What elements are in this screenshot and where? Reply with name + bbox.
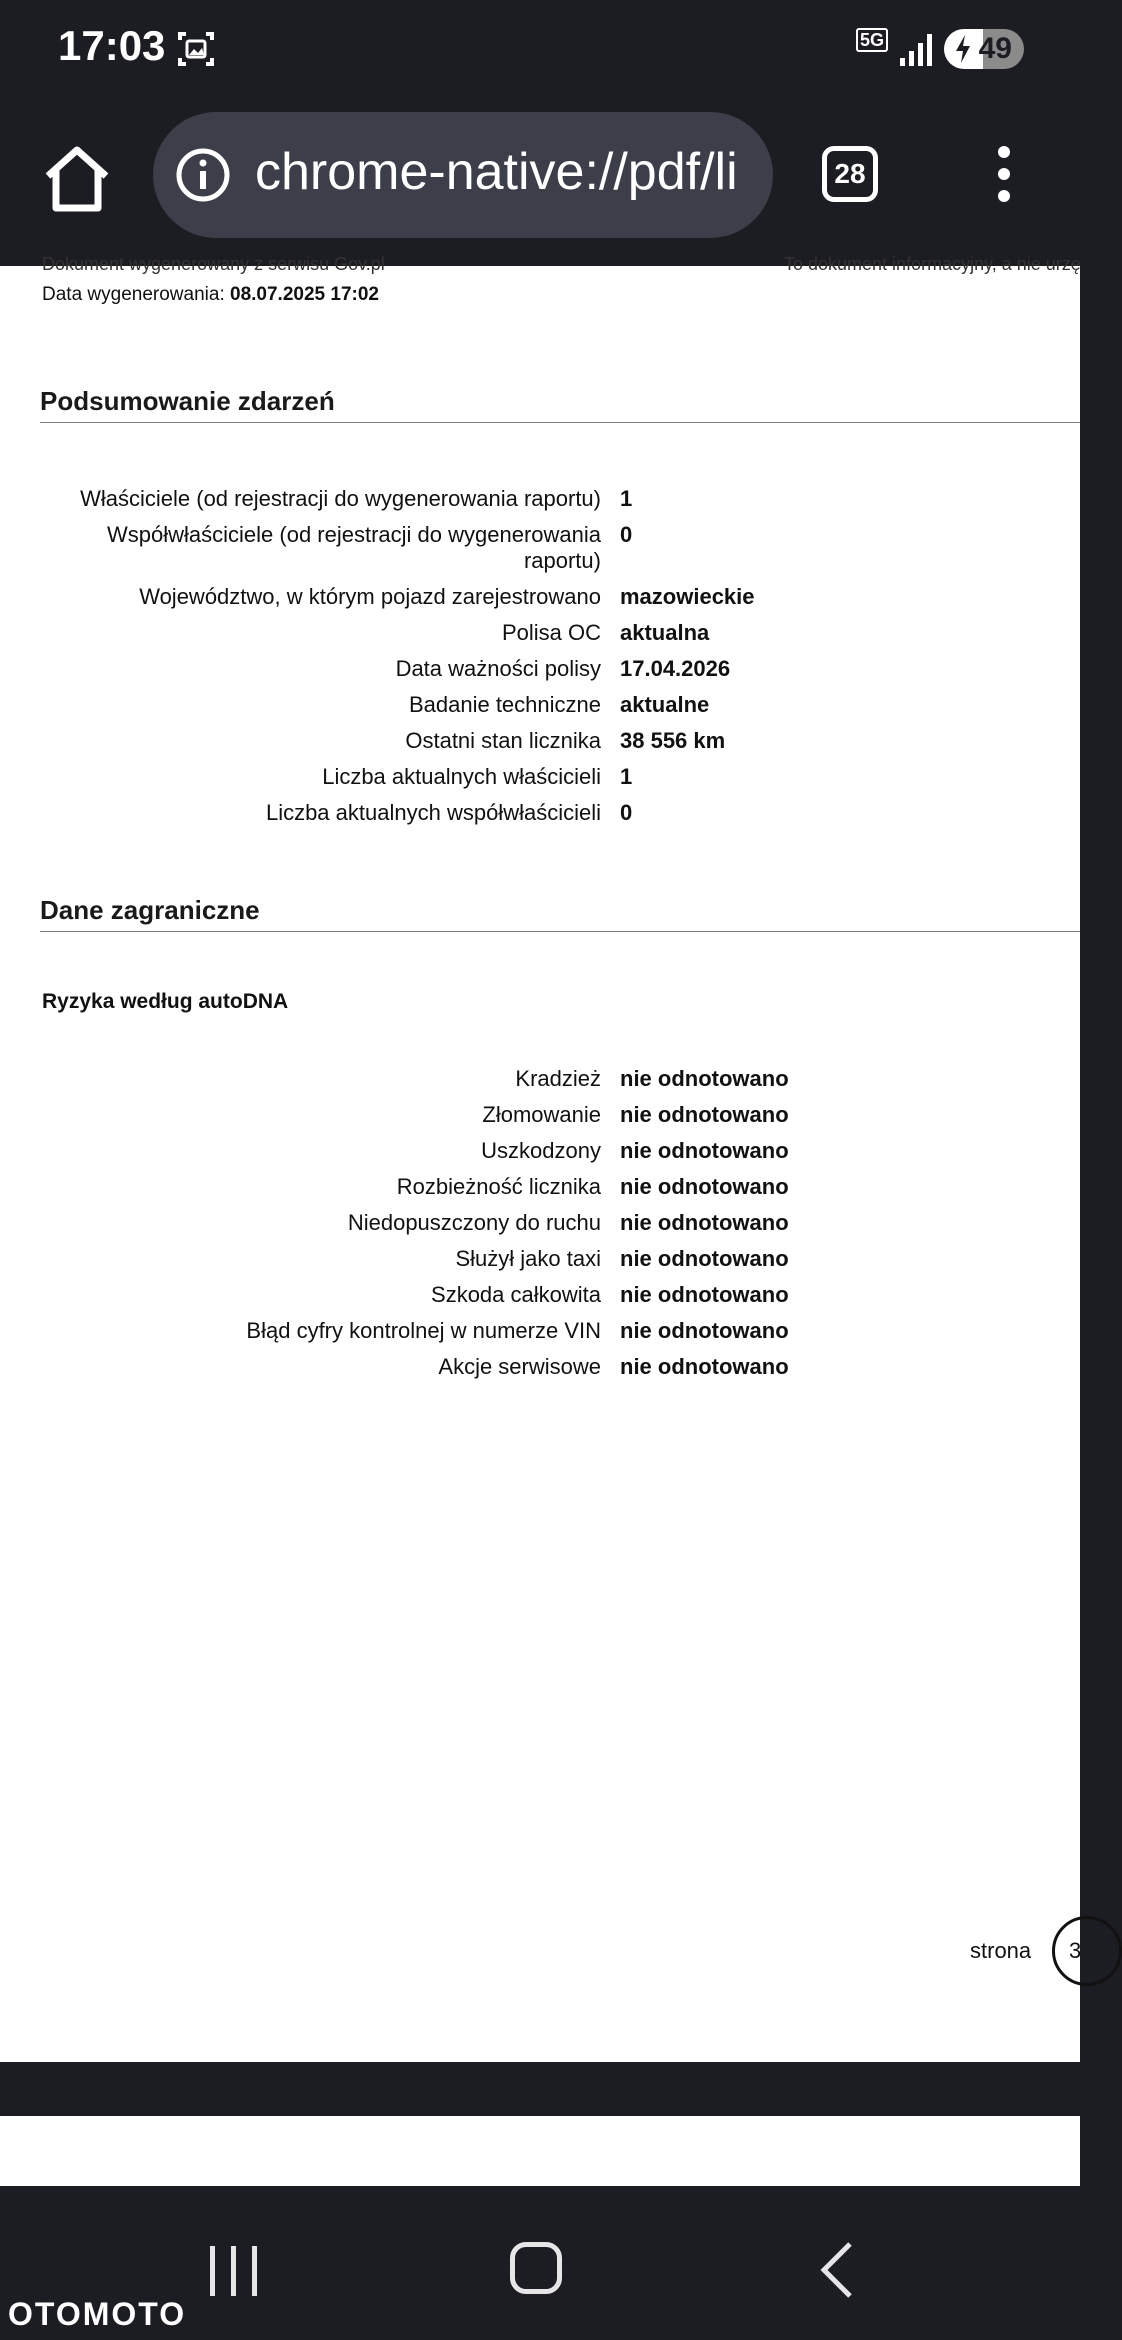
row-value: 0 <box>620 522 633 547</box>
screenshot-icon <box>176 30 216 68</box>
recent-apps-icon[interactable] <box>208 2244 260 2298</box>
row-label: Badanie techniczne <box>408 692 601 717</box>
back-icon[interactable] <box>816 2240 856 2300</box>
battery-level: 49 <box>978 32 1012 65</box>
row-label: Złomowanie <box>482 1102 601 1127</box>
section-title-foreign: Dane zagraniczne <box>40 895 260 925</box>
watermark-logo: OTOMOTO <box>8 2296 187 2332</box>
section-title-summary: Podsumowanie zdarzeń <box>40 386 335 416</box>
row-label: Szkoda całkowita <box>431 1282 601 1307</box>
row-value: 1 <box>620 764 633 789</box>
home-icon[interactable] <box>40 142 114 216</box>
row-value: nie odnotowano <box>620 1102 789 1127</box>
document-disclaimer: To dokument informacyjny, a nie urzę <box>784 254 1081 274</box>
row-value: aktualne <box>620 692 710 717</box>
home-nav-icon[interactable] <box>510 2242 562 2294</box>
pdf-viewer[interactable] <box>0 254 1082 2062</box>
network-type: 5G <box>856 28 888 52</box>
info-icon[interactable] <box>175 147 231 203</box>
tab-switcher-button[interactable]: 28 <box>822 146 878 202</box>
row-label: Liczba aktualnych współwłaścicieli <box>265 800 601 825</box>
row-value: nie odnotowano <box>620 1282 789 1307</box>
row-value: nie odnotowano <box>620 1318 789 1343</box>
signal-icon <box>900 32 934 66</box>
row-value: aktualna <box>620 620 710 645</box>
row-label: Właściciele (od rejestracji do wygenerowania raportu) <box>80 486 601 511</box>
row-label: Data ważności polisy <box>395 656 601 681</box>
row-value: 17.04.2026 <box>620 656 731 681</box>
row-value: nie odnotowano <box>620 1066 789 1091</box>
row-label: Akcje serwisowe <box>438 1354 601 1379</box>
row-value: nie odnotowano <box>620 1174 789 1199</box>
row-label: Polisa OC <box>501 620 601 645</box>
clock: 17:03 <box>58 22 166 69</box>
more-options-icon[interactable] <box>994 146 1014 206</box>
row-label: Niedopuszczony do ruchu <box>347 1210 601 1235</box>
generation-date <box>42 284 379 306</box>
url-text[interactable]: chrome-native://pdf/li <box>255 143 738 201</box>
row-value: mazowieckie <box>620 584 755 609</box>
row-label: Rozbieżność licznika <box>396 1174 601 1199</box>
system-navigation-bar <box>0 2186 1080 2340</box>
section-divider <box>40 931 1080 932</box>
charging-icon <box>954 35 972 63</box>
page-number: 3 <box>1052 1916 1122 1986</box>
row-value: nie odnotowano <box>620 1246 789 1271</box>
status-bar <box>0 0 1080 100</box>
row-label: Błąd cyfry kontrolnej w numerze VIN <box>246 1318 601 1343</box>
row-label: Liczba aktualnych właścicieli <box>322 764 601 789</box>
document-source-note: Dokument wygenerowany z serwisu Gov.pl <box>42 254 385 274</box>
browser-toolbar <box>0 100 1080 266</box>
row-value: nie odnotowano <box>620 1210 789 1235</box>
address-bar[interactable] <box>153 112 773 238</box>
row-label: Kradzież <box>515 1066 601 1091</box>
page-separator <box>0 2062 1080 2116</box>
row-value: nie odnotowano <box>620 1354 789 1379</box>
row-value: 1 <box>620 486 633 511</box>
next-page-top[interactable] <box>0 2116 1080 2186</box>
generation-date-label: Data wygenerowania: <box>42 284 225 305</box>
row-label: Województwo, w którym pojazd zarejestrowano <box>139 584 601 609</box>
section-divider <box>40 422 1080 423</box>
row-label: Służył jako taxi <box>455 1246 601 1271</box>
row-label: Współwłaściciele (od rejestracji do wygenerowania raportu) <box>107 522 601 573</box>
row-label: Ostatni stan licznika <box>405 728 601 753</box>
row-value: 0 <box>620 800 633 825</box>
battery-indicator <box>944 29 1024 69</box>
page-label: strona <box>970 1938 1032 1963</box>
row-value: 38 556 km <box>620 728 726 753</box>
generation-date-value: 08.07.2025 17:02 <box>230 284 379 305</box>
row-label: Uszkodzony <box>481 1138 601 1163</box>
risk-subtitle: Ryzyka według autoDNA <box>42 990 289 1013</box>
row-value: nie odnotowano <box>620 1138 789 1163</box>
